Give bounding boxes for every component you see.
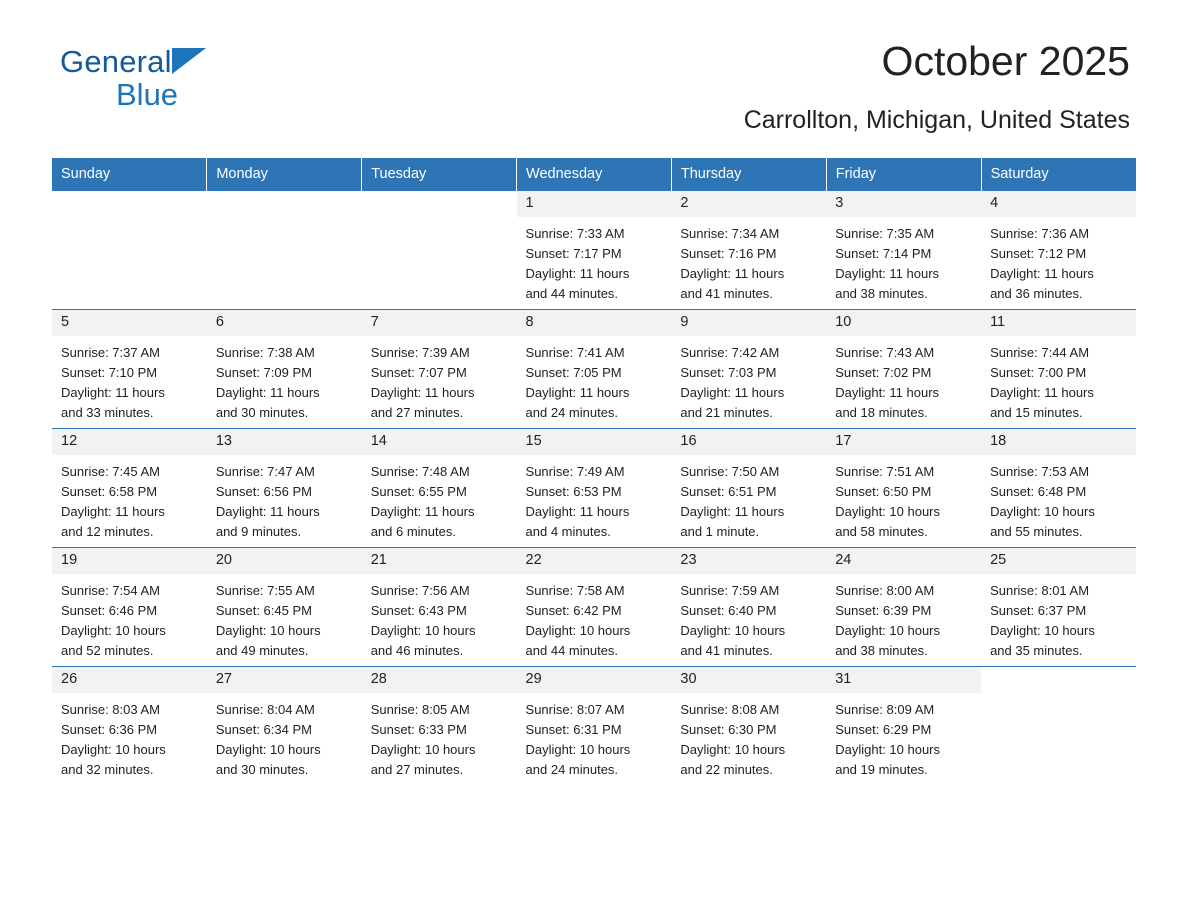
day-cell-inner bbox=[981, 548, 1136, 666]
day-info-line: and 18 minutes. bbox=[835, 405, 928, 420]
day-cell-inner bbox=[362, 191, 517, 309]
day-sun-info bbox=[52, 336, 207, 423]
day-number: 4 bbox=[981, 191, 1136, 217]
calendar-day-cell[interactable] bbox=[517, 191, 672, 310]
calendar-day-cell[interactable] bbox=[52, 310, 207, 429]
day-number: 3 bbox=[826, 191, 981, 217]
day-info-line: Sunrise: 7:36 AM bbox=[990, 226, 1090, 241]
day-cell-inner bbox=[52, 429, 207, 547]
day-sun-info bbox=[517, 574, 672, 661]
day-cell-inner bbox=[981, 429, 1136, 547]
logo-text-blue: Blue bbox=[116, 77, 179, 112]
day-sun-info bbox=[671, 574, 826, 661]
day-info-line: Sunset: 6:51 PM bbox=[680, 484, 777, 499]
calendar-day-cell[interactable] bbox=[981, 310, 1136, 429]
day-sun-info bbox=[826, 574, 981, 661]
calendar-day-cell[interactable] bbox=[826, 667, 981, 786]
calendar-day-cell[interactable] bbox=[826, 310, 981, 429]
day-info-line: and 44 minutes. bbox=[525, 643, 619, 658]
day-number bbox=[981, 667, 1136, 693]
day-info-line: and 30 minutes. bbox=[215, 405, 309, 420]
day-info-line: Sunrise: 8:03 AM bbox=[61, 702, 160, 717]
day-cell-inner bbox=[981, 310, 1136, 428]
day-info-line: and 21 minutes. bbox=[680, 405, 773, 420]
day-info-line: and 27 minutes. bbox=[370, 405, 464, 420]
day-info-line: Sunrise: 7:37 AM bbox=[61, 345, 160, 360]
calendar-body bbox=[52, 191, 1136, 786]
calendar-day-cell[interactable] bbox=[826, 191, 981, 310]
day-info-line: Daylight: 11 hours bbox=[215, 504, 320, 519]
day-info-line: Daylight: 11 hours bbox=[525, 266, 630, 281]
day-sun-info bbox=[981, 217, 1136, 304]
calendar-week-row bbox=[52, 429, 1136, 548]
calendar-day-cell[interactable] bbox=[362, 429, 517, 548]
day-number: 22 bbox=[517, 548, 672, 574]
day-info-line: Sunrise: 7:43 AM bbox=[835, 345, 935, 360]
page-header bbox=[52, 0, 1136, 134]
calendar-header-row bbox=[52, 158, 1136, 191]
calendar-day-cell[interactable] bbox=[362, 548, 517, 667]
day-info-line: Daylight: 10 hours bbox=[680, 623, 786, 638]
day-cell-inner bbox=[362, 310, 517, 428]
day-info-line: and 22 minutes. bbox=[680, 762, 773, 777]
day-cell-inner bbox=[826, 667, 981, 785]
day-info-line: Sunset: 6:30 PM bbox=[680, 722, 777, 737]
day-info-line: and 9 minutes. bbox=[215, 524, 302, 539]
day-info-line: and 1 minute. bbox=[680, 524, 760, 539]
day-info-line: Daylight: 10 hours bbox=[215, 742, 321, 757]
day-info-line: Sunset: 7:10 PM bbox=[61, 365, 158, 380]
day-sun-info bbox=[981, 455, 1136, 542]
day-info-line: and 15 minutes. bbox=[990, 405, 1083, 420]
day-info-line: Sunrise: 7:38 AM bbox=[215, 345, 315, 360]
day-cell-inner bbox=[981, 667, 1136, 785]
weekday-header-friday: Friday bbox=[826, 158, 981, 191]
day-info-line: Daylight: 10 hours bbox=[990, 623, 1095, 638]
day-sun-info bbox=[362, 217, 517, 224]
day-info-line: Daylight: 10 hours bbox=[835, 623, 940, 638]
day-info-line: and 36 minutes. bbox=[990, 286, 1083, 301]
day-number: 9 bbox=[671, 310, 826, 336]
day-info-line: and 30 minutes. bbox=[215, 762, 309, 777]
day-info-line: Sunrise: 7:49 AM bbox=[525, 464, 625, 479]
day-info-line: Daylight: 10 hours bbox=[370, 623, 476, 638]
day-info-line: Sunrise: 7:39 AM bbox=[370, 345, 470, 360]
day-info-line: Sunset: 6:58 PM bbox=[61, 484, 158, 499]
day-info-line: Sunrise: 7:51 AM bbox=[835, 464, 935, 479]
day-number: 25 bbox=[981, 548, 1136, 574]
day-number: 5 bbox=[52, 310, 207, 336]
day-cell-inner bbox=[52, 191, 207, 309]
day-number: 19 bbox=[52, 548, 207, 574]
day-cell-inner bbox=[826, 429, 981, 547]
calendar-day-cell[interactable] bbox=[207, 667, 362, 786]
day-number: 29 bbox=[517, 667, 672, 693]
day-cell-inner bbox=[826, 548, 981, 666]
day-info-line: Sunrise: 7:45 AM bbox=[61, 464, 160, 479]
day-info-line: Sunset: 6:31 PM bbox=[525, 722, 622, 737]
calendar-day-cell[interactable] bbox=[517, 429, 672, 548]
day-info-line: Daylight: 10 hours bbox=[525, 623, 631, 638]
day-info-line: and 35 minutes. bbox=[990, 643, 1083, 658]
day-info-line: Sunrise: 8:07 AM bbox=[525, 702, 625, 717]
day-info-line: Daylight: 11 hours bbox=[61, 385, 165, 400]
day-info-line: and 38 minutes. bbox=[835, 286, 928, 301]
day-info-line: Sunrise: 7:56 AM bbox=[370, 583, 470, 598]
day-number: 13 bbox=[207, 429, 362, 455]
day-cell-inner bbox=[362, 667, 517, 785]
day-number: 26 bbox=[52, 667, 207, 693]
day-info-line: Daylight: 10 hours bbox=[61, 623, 166, 638]
day-info-line: Sunset: 6:34 PM bbox=[215, 722, 312, 737]
day-info-line: and 44 minutes. bbox=[525, 286, 619, 301]
day-number: 28 bbox=[362, 667, 517, 693]
day-info-line: Sunrise: 7:55 AM bbox=[215, 583, 315, 598]
day-info-line: and 6 minutes. bbox=[370, 524, 456, 539]
day-cell-inner bbox=[52, 310, 207, 428]
day-info-line: Sunset: 6:37 PM bbox=[990, 603, 1087, 618]
day-info-line: Sunset: 7:12 PM bbox=[990, 246, 1087, 261]
day-info-line: Sunrise: 7:35 AM bbox=[835, 226, 935, 241]
day-sun-info bbox=[362, 336, 517, 423]
day-sun-info bbox=[207, 217, 362, 224]
day-number: 2 bbox=[671, 191, 826, 217]
day-number: 18 bbox=[981, 429, 1136, 455]
day-sun-info bbox=[981, 574, 1136, 661]
day-info-line: and 4 minutes. bbox=[525, 524, 611, 539]
day-number: 1 bbox=[517, 191, 672, 217]
day-sun-info bbox=[981, 336, 1136, 423]
day-info-line: Daylight: 10 hours bbox=[525, 742, 631, 757]
day-number: 23 bbox=[671, 548, 826, 574]
calendar-day-cell[interactable] bbox=[981, 429, 1136, 548]
day-info-line: Sunrise: 8:05 AM bbox=[370, 702, 470, 717]
day-info-line: Sunrise: 7:44 AM bbox=[990, 345, 1090, 360]
day-info-line: Sunset: 6:46 PM bbox=[61, 603, 158, 618]
calendar-week-row bbox=[52, 191, 1136, 310]
day-cell-inner bbox=[207, 191, 362, 309]
day-info-line: Sunrise: 7:41 AM bbox=[525, 345, 625, 360]
weekday-header-saturday: Saturday bbox=[981, 158, 1136, 191]
day-info-line: Sunset: 7:07 PM bbox=[370, 365, 467, 380]
calendar-day-cell[interactable] bbox=[517, 548, 672, 667]
day-info-line: Sunset: 7:17 PM bbox=[525, 246, 622, 261]
day-number: 15 bbox=[517, 429, 672, 455]
day-cell-inner bbox=[517, 310, 672, 428]
day-info-line: Daylight: 10 hours bbox=[370, 742, 476, 757]
weekday-header-thursday: Thursday bbox=[671, 158, 826, 191]
day-sun-info bbox=[826, 693, 981, 780]
day-sun-info bbox=[207, 455, 362, 542]
day-info-line: Sunset: 7:03 PM bbox=[680, 365, 777, 380]
day-info-line: Sunset: 7:00 PM bbox=[990, 365, 1087, 380]
day-info-line: and 24 minutes. bbox=[525, 762, 619, 777]
day-info-line: and 19 minutes. bbox=[835, 762, 928, 777]
day-info-line: Sunset: 7:14 PM bbox=[835, 246, 932, 261]
day-sun-info bbox=[517, 693, 672, 780]
day-info-line: and 46 minutes. bbox=[370, 643, 464, 658]
day-info-line: Sunrise: 7:58 AM bbox=[525, 583, 625, 598]
day-cell-inner bbox=[207, 667, 362, 785]
calendar-day-cell[interactable] bbox=[517, 667, 672, 786]
day-info-line: Sunset: 7:02 PM bbox=[835, 365, 932, 380]
day-number: 31 bbox=[826, 667, 981, 693]
day-info-line: Sunset: 6:29 PM bbox=[835, 722, 932, 737]
day-sun-info bbox=[671, 336, 826, 423]
calendar-day-cell bbox=[207, 191, 362, 310]
calendar-day-cell[interactable] bbox=[826, 429, 981, 548]
day-info-line: Daylight: 10 hours bbox=[61, 742, 166, 757]
day-info-line: Sunset: 6:43 PM bbox=[370, 603, 467, 618]
day-number bbox=[52, 191, 207, 217]
day-cell-inner bbox=[517, 429, 672, 547]
day-number: 11 bbox=[981, 310, 1136, 336]
day-number: 12 bbox=[52, 429, 207, 455]
day-cell-inner bbox=[362, 429, 517, 547]
day-info-line: Sunrise: 8:08 AM bbox=[680, 702, 780, 717]
day-number bbox=[362, 191, 517, 217]
calendar-day-cell[interactable] bbox=[517, 310, 672, 429]
calendar-day-cell[interactable] bbox=[207, 548, 362, 667]
day-info-line: Sunrise: 7:47 AM bbox=[215, 464, 315, 479]
day-sun-info bbox=[826, 217, 981, 304]
day-sun-info bbox=[671, 455, 826, 542]
day-sun-info bbox=[52, 217, 207, 224]
day-sun-info bbox=[362, 693, 517, 780]
day-info-line: and 52 minutes. bbox=[61, 643, 154, 658]
day-info-line: Daylight: 11 hours bbox=[990, 266, 1094, 281]
day-number: 8 bbox=[517, 310, 672, 336]
weekday-header-wednesday: Wednesday bbox=[517, 158, 672, 191]
day-info-line: Sunrise: 7:42 AM bbox=[680, 345, 780, 360]
day-info-line: Daylight: 10 hours bbox=[835, 742, 940, 757]
day-number: 21 bbox=[362, 548, 517, 574]
day-cell-inner bbox=[517, 548, 672, 666]
day-number: 14 bbox=[362, 429, 517, 455]
day-info-line: and 38 minutes. bbox=[835, 643, 928, 658]
day-cell-inner bbox=[671, 429, 826, 547]
calendar-day-cell[interactable] bbox=[981, 191, 1136, 310]
logo-text-general: General bbox=[60, 44, 172, 79]
calendar-day-cell[interactable] bbox=[52, 429, 207, 548]
page-title: October 2025 bbox=[881, 38, 1130, 84]
day-sun-info bbox=[517, 455, 672, 542]
day-cell-inner bbox=[671, 310, 826, 428]
day-sun-info bbox=[362, 574, 517, 661]
calendar-day-cell bbox=[981, 667, 1136, 786]
calendar-day-cell[interactable] bbox=[671, 191, 826, 310]
day-number: 17 bbox=[826, 429, 981, 455]
day-sun-info bbox=[52, 693, 207, 780]
day-info-line: Daylight: 11 hours bbox=[835, 385, 940, 400]
day-sun-info bbox=[671, 693, 826, 780]
calendar-day-cell[interactable] bbox=[362, 667, 517, 786]
day-cell-inner bbox=[826, 191, 981, 309]
day-info-line: and 41 minutes. bbox=[680, 286, 773, 301]
day-number: 7 bbox=[362, 310, 517, 336]
day-info-line: and 58 minutes. bbox=[835, 524, 928, 539]
day-number: 20 bbox=[207, 548, 362, 574]
day-cell-inner bbox=[52, 548, 207, 666]
day-info-line: Sunset: 6:33 PM bbox=[370, 722, 467, 737]
weekday-header-monday: Monday bbox=[207, 158, 362, 191]
day-cell-inner bbox=[52, 667, 207, 785]
day-cell-inner bbox=[826, 310, 981, 428]
day-number: 24 bbox=[826, 548, 981, 574]
calendar-day-cell[interactable] bbox=[207, 429, 362, 548]
day-info-line: Sunset: 6:36 PM bbox=[61, 722, 158, 737]
calendar-day-cell[interactable] bbox=[981, 548, 1136, 667]
calendar-day-cell bbox=[362, 191, 517, 310]
day-cell-inner bbox=[207, 429, 362, 547]
day-sun-info bbox=[362, 455, 517, 542]
day-cell-inner bbox=[517, 191, 672, 309]
weekday-header-tuesday: Tuesday bbox=[362, 158, 517, 191]
day-info-line: Sunset: 6:53 PM bbox=[525, 484, 622, 499]
day-info-line: Daylight: 11 hours bbox=[680, 266, 785, 281]
day-info-line: Sunset: 7:09 PM bbox=[215, 365, 312, 380]
day-sun-info bbox=[52, 455, 207, 542]
day-number: 30 bbox=[671, 667, 826, 693]
day-info-line: Sunrise: 8:00 AM bbox=[835, 583, 935, 598]
day-number: 10 bbox=[826, 310, 981, 336]
day-info-line: Sunrise: 7:59 AM bbox=[680, 583, 780, 598]
day-sun-info bbox=[517, 336, 672, 423]
calendar-day-cell[interactable] bbox=[52, 667, 207, 786]
day-info-line: Daylight: 11 hours bbox=[525, 504, 630, 519]
calendar-day-cell[interactable] bbox=[671, 667, 826, 786]
day-info-line: Daylight: 11 hours bbox=[680, 385, 785, 400]
calendar-day-cell bbox=[52, 191, 207, 310]
day-sun-info bbox=[826, 336, 981, 423]
day-info-line: and 32 minutes. bbox=[61, 762, 154, 777]
day-cell-inner bbox=[671, 548, 826, 666]
day-info-line: Sunrise: 7:54 AM bbox=[61, 583, 160, 598]
day-info-line: Sunset: 6:39 PM bbox=[835, 603, 932, 618]
day-cell-inner bbox=[981, 191, 1136, 309]
calendar-day-cell[interactable] bbox=[671, 548, 826, 667]
day-sun-info bbox=[517, 217, 672, 304]
day-info-line: and 24 minutes. bbox=[525, 405, 619, 420]
day-sun-info bbox=[981, 693, 1136, 700]
day-sun-info bbox=[671, 217, 826, 304]
day-info-line: Daylight: 11 hours bbox=[835, 266, 940, 281]
day-info-line: and 41 minutes. bbox=[680, 643, 773, 658]
day-info-line: Sunset: 7:16 PM bbox=[680, 246, 777, 261]
day-info-line: Sunrise: 8:09 AM bbox=[835, 702, 935, 717]
day-info-line: Sunset: 6:50 PM bbox=[835, 484, 932, 499]
day-info-line: Daylight: 10 hours bbox=[215, 623, 321, 638]
day-cell-inner bbox=[671, 667, 826, 785]
page-subtitle-location: Carrollton, Michigan, United States bbox=[743, 106, 1130, 134]
day-info-line: Daylight: 11 hours bbox=[370, 385, 475, 400]
day-number: 6 bbox=[207, 310, 362, 336]
calendar-day-cell[interactable] bbox=[671, 429, 826, 548]
calendar-day-cell[interactable] bbox=[671, 310, 826, 429]
day-info-line: Daylight: 11 hours bbox=[990, 385, 1094, 400]
day-info-line: Sunset: 7:05 PM bbox=[525, 365, 622, 380]
weekday-header-sunday: Sunday bbox=[52, 158, 207, 191]
day-info-line: Daylight: 11 hours bbox=[61, 504, 165, 519]
calendar-day-cell[interactable] bbox=[207, 310, 362, 429]
day-info-line: Sunrise: 7:48 AM bbox=[370, 464, 470, 479]
day-number: 27 bbox=[207, 667, 362, 693]
day-info-line: Daylight: 11 hours bbox=[680, 504, 785, 519]
day-info-line: Sunset: 6:55 PM bbox=[370, 484, 467, 499]
day-info-line: Sunrise: 8:01 AM bbox=[990, 583, 1090, 598]
calendar-week-row bbox=[52, 548, 1136, 667]
day-cell-inner bbox=[207, 310, 362, 428]
day-info-line: Daylight: 11 hours bbox=[370, 504, 475, 519]
general-blue-logo bbox=[60, 46, 206, 110]
day-cell-inner bbox=[207, 548, 362, 666]
day-cell-inner bbox=[362, 548, 517, 666]
day-cell-inner bbox=[671, 191, 826, 309]
day-info-line: and 49 minutes. bbox=[215, 643, 309, 658]
day-info-line: Sunrise: 7:53 AM bbox=[990, 464, 1090, 479]
day-info-line: Sunrise: 7:50 AM bbox=[680, 464, 780, 479]
day-info-line: Daylight: 10 hours bbox=[835, 504, 940, 519]
calendar-day-cell[interactable] bbox=[362, 310, 517, 429]
day-info-line: Sunrise: 7:34 AM bbox=[680, 226, 780, 241]
logo-flag-icon bbox=[172, 48, 206, 74]
day-info-line: Daylight: 10 hours bbox=[680, 742, 786, 757]
day-info-line: and 27 minutes. bbox=[370, 762, 464, 777]
calendar-table bbox=[52, 158, 1136, 785]
calendar-week-row bbox=[52, 310, 1136, 429]
day-info-line: Sunset: 6:40 PM bbox=[680, 603, 777, 618]
day-number: 16 bbox=[671, 429, 826, 455]
day-sun-info bbox=[207, 693, 362, 780]
day-info-line: and 12 minutes. bbox=[61, 524, 154, 539]
day-number bbox=[207, 191, 362, 217]
day-info-line: Daylight: 11 hours bbox=[215, 385, 320, 400]
day-info-line: Sunrise: 7:33 AM bbox=[525, 226, 625, 241]
day-sun-info bbox=[207, 336, 362, 423]
day-sun-info bbox=[207, 574, 362, 661]
calendar-day-cell[interactable] bbox=[52, 548, 207, 667]
day-info-line: Sunset: 6:42 PM bbox=[525, 603, 622, 618]
day-info-line: Sunset: 6:56 PM bbox=[215, 484, 312, 499]
day-info-line: and 33 minutes. bbox=[61, 405, 154, 420]
day-info-line: Daylight: 11 hours bbox=[525, 385, 630, 400]
day-cell-inner bbox=[517, 667, 672, 785]
day-sun-info bbox=[52, 574, 207, 661]
day-info-line: Sunset: 6:45 PM bbox=[215, 603, 312, 618]
day-sun-info bbox=[826, 455, 981, 542]
calendar-day-cell[interactable] bbox=[826, 548, 981, 667]
day-info-line: and 55 minutes. bbox=[990, 524, 1083, 539]
day-info-line: Sunset: 6:48 PM bbox=[990, 484, 1087, 499]
day-info-line: Daylight: 10 hours bbox=[990, 504, 1095, 519]
calendar-week-row bbox=[52, 667, 1136, 786]
day-info-line: Sunrise: 8:04 AM bbox=[215, 702, 315, 717]
